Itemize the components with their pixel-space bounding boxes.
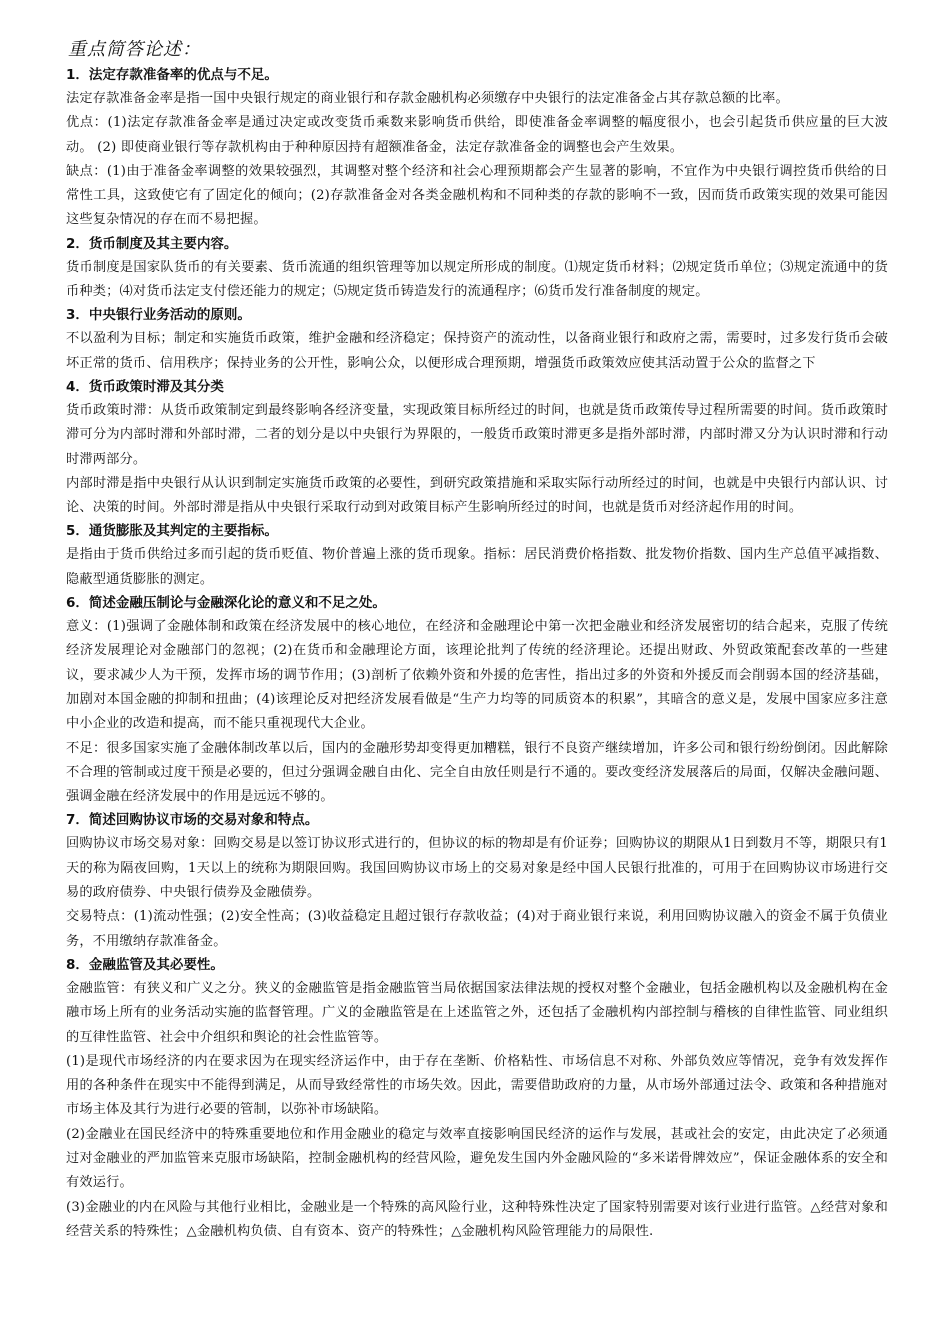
section-heading: 4．货币政策时滞及其分类 (66, 378, 224, 395)
section-7 (66, 809, 888, 953)
paragraph: (2)金融业在国民经济中的特殊重要地位和作用金融业的稳定与效率直接影响国民经济的运作与发展，甚或社会的安定，由此决定了必须通过对金融业的严加监管来克服市场缺陷，控制金融机构的经营风险，避免发生国内外金融风险的“多米诺骨牌效应”，保证金融体系的安全和有效运行。 (66, 1126, 888, 1191)
paragraph: 不足：很多国家实施了金融体制改革以后，国内的金融形势却变得更加糟糕，银行不良资产继续增加，许多公司和银行纷纷倒闭。因此解除不合理的管制或过度干预是必要的，但过分强调金融自由化、完全自由放任则是行不通的。要改变经济发展落后的局面，仅解决金融问题、强调金融在经济发展中的作用是远远不够的。 (66, 740, 888, 805)
paragraph: 交易特点：(1)流动性强；(2)安全性高；(3)收益稳定且超过银行存款收益；(4)对于商业银行来说，利用回购协议融入的资金不属于负债业务，不用缴纳存款准备金。 (66, 909, 888, 949)
paragraph: (3)金融业的内在风险与其他行业相比，金融业是一个特殊的高风险行业，这种特殊性决定了国家特别需要对该行业进行监管。△经营对象和经营关系的特殊性；△金融机构负债、自有资本、资产的特殊性；△金融机构风险管理能力的局限性. (66, 1199, 888, 1239)
section-3 (66, 304, 888, 376)
document-title: 重点简答论述： (68, 39, 201, 60)
section-8 (66, 954, 888, 1244)
paragraph: 货币政策时滞：从货币政策制定到最终影响各经济变量，实现政策目标所经过的时间，也就是货币政策传导过程所需要的时间。货币政策时滞可分为内部时滞和外部时滞，二者的划分是以中央银行为界限的，一般货币政策时滞更多是指外部时滞，内部时滞又分为认识时滞和行动时滞两部分。 (66, 402, 888, 467)
section-heading: 8．金融监管及其必要性。 (66, 956, 224, 973)
section-heading: 2．货币制度及其主要内容。 (66, 235, 238, 252)
section-heading: 3．中央银行业务活动的原则。 (66, 307, 251, 324)
section-4 (66, 376, 888, 520)
paragraph: 优点：(1)法定存款准备金率是通过决定或改变货币乘数来影响货币供给，即使准备金率调整的幅度很小，也会引起货币供应量的巨大波动。 (2) 即使商业银行等存款机构由于种种原因持有超额准备金，法定存款准备金的调整也会产生效果。 (66, 115, 888, 155)
paragraph: 回购协议市场交易对象：回购交易是以签订协议形式进行的，但协议的标的物却是有价证券；回购协议的期限从1日到数月不等，期限只有1天的称为隔夜回购，1天以上的统称为期限回购。我国回购协议市场上的交易对象是经中国人民银行批准的，可用于在回购协议市场进行交易的政府债券、中央银行债券及金融债券。 (66, 836, 888, 901)
paragraph: 法定存款准备金率是指一国中央银行规定的商业银行和存款金融机构必须缴存中央银行的法定准备金占其存款总额的比率。 (66, 91, 789, 106)
section-heading: 1．法定存款准备率的优点与不足。 (66, 67, 278, 83)
paragraph: (1)是现代市场经济的内在要求因为在现实经济运作中，由于存在垄断、价格粘性、市场信息不对称、外部负效应等情况，竞争有效发挥作用的各种条件在现实中不能得到满足，从而导致经常性的市场失效。因此，需要借助政府的力量，从市场外部通过法令、政策和各种措施对市场主体及其行为进行必要的管制，以弥补市场缺陷。 (66, 1053, 888, 1118)
section-heading: 6．简述金融压制论与金融深化论的意义和不足之处。 (66, 595, 386, 612)
paragraph: 货币制度是国家队货币的有关要素、货币流通的组织管理等加以规定所形成的制度。⑴规定货币材料；⑵规定货币单位；⑶规定流通中的货币种类；⑷对货币法定支付偿还能力的规定；⑸规定货币铸造发行的流通程序；⑹货币发行准备制度的规定。 (66, 259, 888, 300)
paragraph: 是指由于货币供给过多而引起的货币贬值、物价普遍上涨的货币现象。指标：居民消费价格指数、批发物价指数、国内生产总值平减指数、隐蔽型通货膨胀的测定。 (66, 547, 888, 587)
section-6 (66, 592, 888, 809)
paragraph: 不以盈利为目标；制定和实施货币政策，维护金融和经济稳定；保持资产的流动性，以备商业银行和政府之需，需要时，过多发行货币会破坏正常的货币、信用秩序；保持业务的公开性，影响公众，以便形成合理预期，增强货币政策效应使其活动置于公众的监督之下 (66, 331, 888, 371)
section-5 (66, 520, 888, 592)
section-heading: 7．简述回购协议市场的交易对象和特点。 (66, 812, 319, 829)
section-2 (66, 233, 888, 305)
paragraph: 缺点：(1)由于准备金率调整的效果较强烈，其调整对整个经济和社会心理预期都会产生显著的影响，不宜作为中央银行调控货币供给的日常性工具，这致使它有了固定化的倾向；(2)存款准备金对各类金融机构和不同种类的存款的影响不一致，因而货币政策实现的效果可能因这些复杂情况的存在而不易把握。 (66, 163, 888, 228)
paragraph: 金融监管：有狭义和广义之分。狭义的金融监管是指金融监管当局依据国家法律法规的授权对整个金融业，包括金融机构以及金融机构在金融市场上所有的业务活动实施的监督管理。广义的金融监管是在上述监管之外，还包括了金融机构内部控制与稽核的自律性监管、同业组织的互律性监管、社会中介组织和舆论的社会性监管等。 (66, 980, 888, 1045)
section-1 (66, 64, 888, 233)
section-heading: 5．通货膨胀及其判定的主要指标。 (66, 523, 278, 540)
paragraph: 意义：(1)强调了金融体制和政策在经济发展中的核心地位，在经济和金融理论中第一次把金融业和经济发展密切的结合起来，克服了传统经济发展理论对金融部门的忽视；(2)在货币和金融理论方面，该理论批判了传统的经济理论。还提出财政、外贸政策配套改革的一些建议，要求减少人为干预，发挥市场的调节作用；(3)剖析了依赖外资和外援的危害性，指出过多的外资和外援反而会削弱本国的经济基础，加剧对本国金融的抑制和扭曲；(4)该理论反对把经济发展看做是“生产力均等的同质资本的积累”，其暗含的意义是，发展中国家应多注意中小企业的改造和提高，而不能只重视现代大企业。 (66, 619, 888, 732)
paragraph: 内部时滞是指中央银行从认识到制定实施货币政策的必要性，到研究政策措施和采取实际行动所经过的时间，也就是中央银行内部认识、讨论、决策的时间。外部时滞是指从中央银行采取行动到对政策目标产生影响所经过的时间，也就是货币对经济起作用的时间。 (66, 475, 888, 516)
